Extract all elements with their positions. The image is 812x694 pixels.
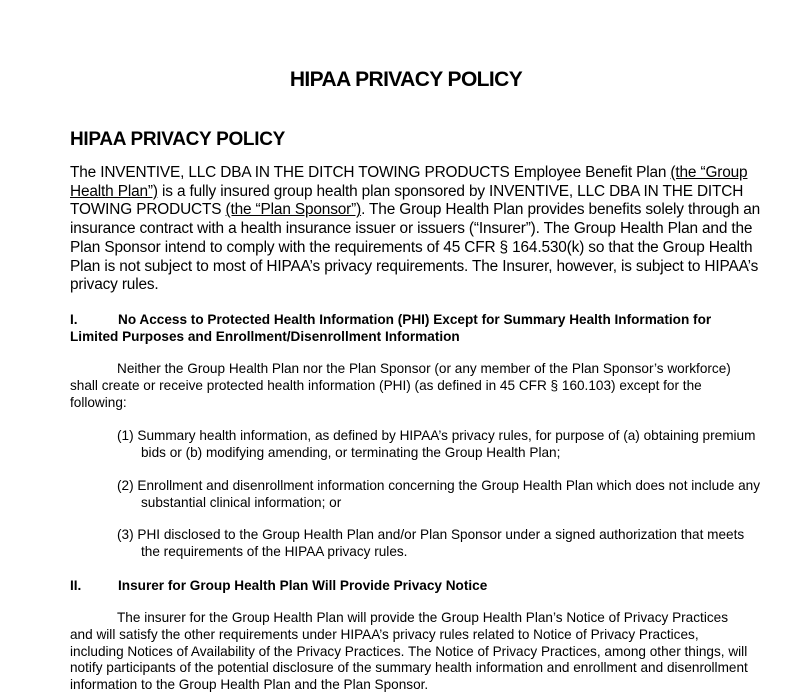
document-title: HIPAA PRIVACY POLICY <box>289 68 523 91</box>
intro-text-3: . The Group Health Plan provides benefits solely through an insurance contract with a health insurance issuer or issuers (“Insurer”). The Group Health Plan and the Plan Sponsor intend to comply with the requirements of 45 CFR § 164.530(k) so that the Group Health Plan is not subject to most of HIPAA’s privacy requirements. The Insurer, however, is subject to HIPAA’s privacy rules. <box>70 201 761 294</box>
intro-text-2: is a fully insured group health plan sponsored by INVENTIVE, LLC DBA IN THE DITCH TOWING PRODUCTS <box>70 182 744 219</box>
section-1-heading <box>70 311 760 345</box>
section-2-title: Insurer for Group Health Plan Will Provide Privacy Notice <box>118 578 488 593</box>
section-2-paragraph <box>70 610 750 694</box>
section-1-title: No Access to Protected Health Information (PHI) Except for Summary Health Information for Limited Purposes and Enrollment/Disenrollment Information <box>70 312 712 344</box>
section-2-heading <box>70 577 760 594</box>
plan-sponsor-definition: (the “Plan Sponsor”) <box>225 201 362 219</box>
section-2-paragraph-text: The insurer for the Group Health Plan will provide the Group Health Plan’s Notice of Privacy Practices and will satisfy the other requirements under HIPAA’s privacy rules related to Notice of Privacy Practices, including Notices of Availability of the Privacy Practices. The Notice of Privacy Practices, among other things, will notify participants of the potential disclosure of the summary health information and enrollment and disenrollment information to the Group Health Plan and the Plan Sponsor. <box>70 610 748 693</box>
section-2-number: II. <box>70 578 82 593</box>
section-1-paragraph <box>70 361 750 411</box>
intro-paragraph <box>70 164 770 295</box>
group-health-plan-definition: (the “Group Health Plan”) <box>70 164 748 200</box>
list-item-1: (1) Summary health information, as defined by HIPAA’s privacy rules, for purpose of (a) obtaining premium bids or (b) modifying amending, or terminating the Group Health Plan; <box>117 428 756 460</box>
intro-text-1: The INVENTIVE, LLC DBA IN THE DITCH TOWING PRODUCTS Employee Benefit Plan <box>70 164 671 181</box>
list-item-3: (3) PHI disclosed to the Group Health Plan and/or Plan Sponsor under a signed authorization that meets the requirements of the HIPAA privacy rules. <box>117 527 745 559</box>
policy-heading: HIPAA PRIVACY POLICY <box>70 129 285 150</box>
section-1-number: I. <box>70 312 78 327</box>
list-item-2: (2) Enrollment and disenrollment information concerning the Group Health Plan which does not include any substantial clinical information; or <box>117 478 761 510</box>
section-1-paragraph-text: Neither the Group Health Plan nor the Plan Sponsor (or any member of the Plan Sponsor’s workforce) shall create or receive protected health information (PHI) (as defined in 45 CFR § 160.103) except for the following: <box>70 361 731 410</box>
